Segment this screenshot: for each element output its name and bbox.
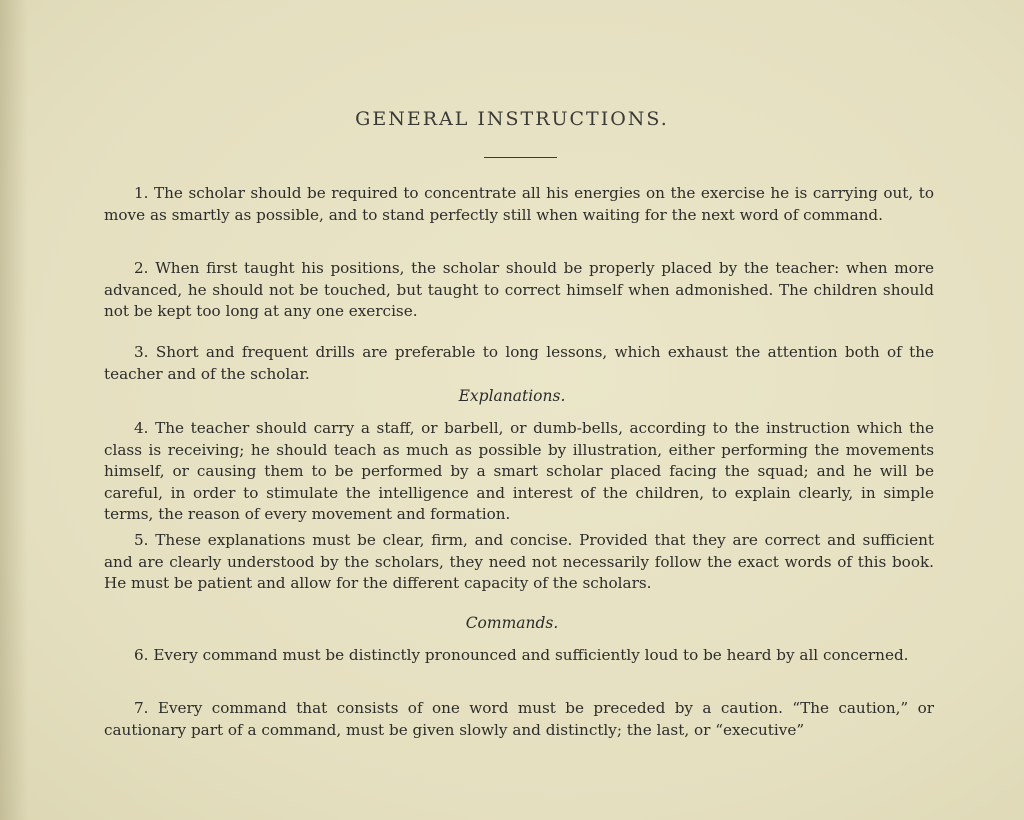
heading-explanations: Explanations.: [458, 387, 566, 405]
paragraph-5: 5. These explanations must be clear, firm, and concise. Provided that they are correct and sufficient and are clearly understood by the scholars, they need not necessarily follow the exact words of this book. He must be patient and allow for the different capacity of the scholars.: [104, 531, 934, 592]
title-rule: [484, 157, 557, 158]
paragraph-7: 7. Every command that consists of one word must be preceded by a caution. “The caution,” or cautionary part of a command, must be given slowly and distinctly; the last, or “executive”: [104, 699, 934, 739]
heading-commands: Commands.: [465, 614, 559, 632]
paragraph-3: 3. Short and frequent drills are preferable to long lessons, which exhaust the attention both of the teacher and of the scholar.: [104, 343, 934, 383]
paragraph-6: 6. Every command must be distinctly pronounced and sufficiently loud to be heard by all concerned.: [134, 646, 909, 664]
paragraph-4: 4. The teacher should carry a staff, or barbell, or dumb-bells, according to the instruction which the class is receiving; he should teach as much as possible by illustration, either performing the movements himself, or causing them to be performed by a smart scholar placed facing the squad; and he will be careful, in order to stimulate the intelligence and interest of the children, to explain clearly, in simple terms, the reason of every movement and formation.: [104, 419, 934, 523]
paragraph-2: 2. When first taught his positions, the scholar should be properly placed by the teacher: when more advanced, he should not be touched, but taught to correct himself when admonished. The children should not be kept too long at any one exercise.: [104, 259, 934, 320]
paragraph-1: 1. The scholar should be required to concentrate all his energies on the exercise he is carrying out, to move as smartly as possible, and to stand perfectly still when waiting for the next word of command.: [104, 184, 934, 224]
page-title: GENERAL INSTRUCTIONS.: [355, 108, 669, 130]
